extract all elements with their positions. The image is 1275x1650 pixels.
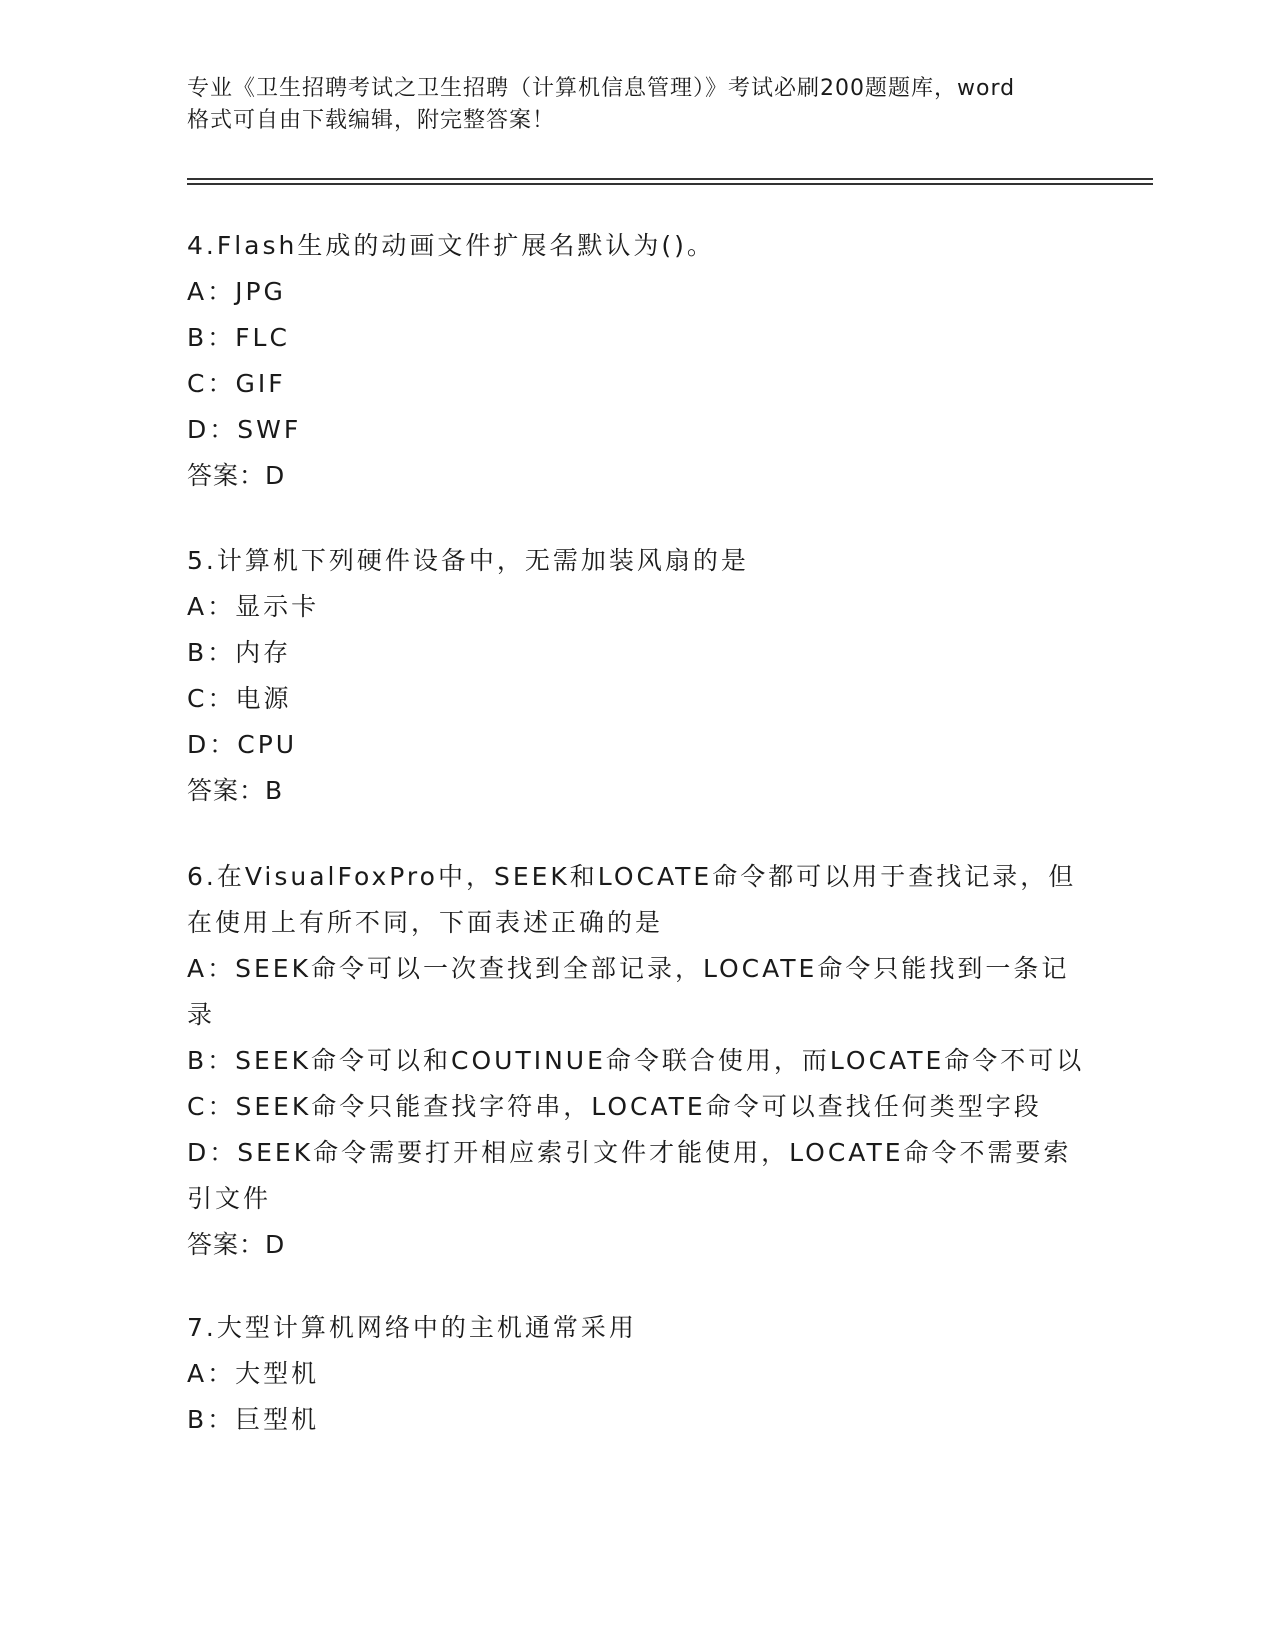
question-stem: 4.Flash生成的动画文件扩展名默认为()。 <box>187 231 715 260</box>
answer: 答案：D <box>187 1230 286 1259</box>
option-a: A：大型机 <box>187 1359 320 1388</box>
option-c: C：GIF <box>187 369 286 398</box>
answer: 答案：D <box>187 461 286 490</box>
question-7 <box>187 1305 1067 1443</box>
question-stem: 7.大型计算机网络中的主机通常采用 <box>187 1313 637 1342</box>
option-d-line-2: 引文件 <box>187 1184 272 1213</box>
document-header <box>187 73 1087 137</box>
option-d: D：CPU <box>187 730 298 759</box>
option-b: B：FLC <box>187 323 290 352</box>
header-divider-bottom <box>187 183 1153 185</box>
option-c: C：SEEK命令只能查找字符串，LOCATE命令可以查找任何类型字段 <box>187 1092 1042 1121</box>
header-divider-top <box>187 178 1153 180</box>
question-stem-line-1: 6.在VisualFoxPro中，SEEK和LOCATE命令都可以用于查找记录，但 <box>187 862 1077 891</box>
option-d-line-1: D：SEEK命令需要打开相应索引文件才能使用，LOCATE命令不需要索 <box>187 1138 1072 1167</box>
option-a: A：JPG <box>187 277 286 306</box>
option-b: B：内存 <box>187 638 292 667</box>
question-stem: 5.计算机下列硬件设备中，无需加装风扇的是 <box>187 546 749 575</box>
option-b: B：SEEK命令可以和COUTINUE命令联合使用，而LOCATE命令不可以 <box>187 1046 1085 1075</box>
header-line-2: 格式可自由下载编辑，附完整答案！ <box>187 108 556 133</box>
option-a-line-1: A：SEEK命令可以一次查找到全部记录，LOCATE命令只能找到一条记 <box>187 954 1070 983</box>
option-a: A：显示卡 <box>187 592 320 621</box>
option-b: B：巨型机 <box>187 1405 320 1434</box>
question-5 <box>187 538 1067 814</box>
question-6 <box>187 854 1085 1268</box>
header-line-1: 专业《卫生招聘考试之卫生招聘（计算机信息管理）》考试必刷200题题库，word <box>187 76 1016 101</box>
option-a-line-2: 录 <box>187 1000 216 1029</box>
question-stem-line-2: 在使用上有所不同，下面表述正确的是 <box>187 908 664 937</box>
option-d: D：SWF <box>187 415 302 444</box>
answer: 答案：B <box>187 776 284 805</box>
question-4 <box>187 223 1067 499</box>
option-c: C：电源 <box>187 684 292 713</box>
